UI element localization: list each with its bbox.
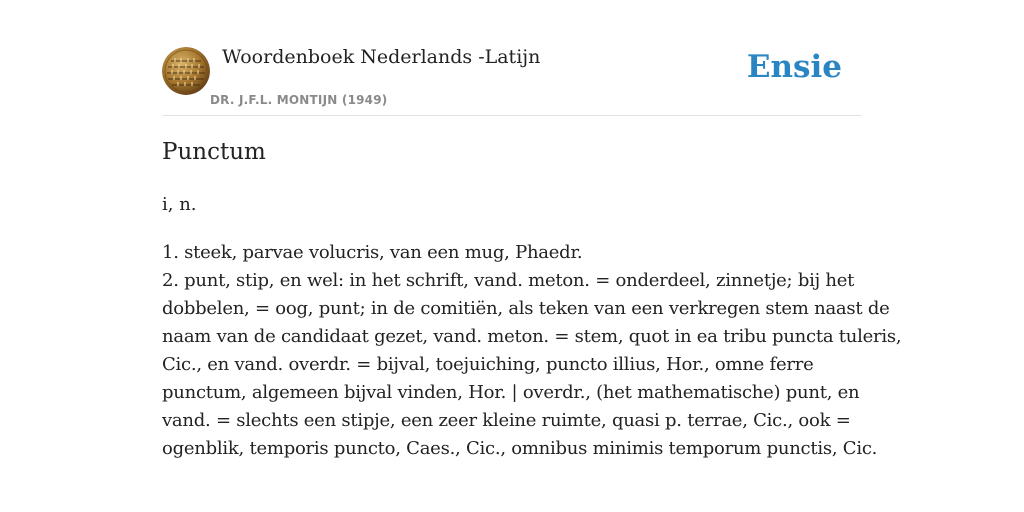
entry-definition [162, 239, 902, 463]
definition-line: Cic., en vand. overdr. = bijval, toejuiching, puncto illius, Hor., omne ferre [162, 354, 814, 375]
ensie-logo[interactable]: Ensie [746, 49, 842, 85]
entry-headword: Punctum [162, 139, 266, 165]
definition-line: 2. punt, stip, en wel: in het schrift, vand. meton. = onderdeel, zinnetje; bij het [162, 270, 855, 291]
definition-line: dobbelen, = oog, punt; in de comitiën, als teken van een verkregen stem naast de [162, 298, 890, 319]
definition-line: naam van de candidaat gezet, vand. meton. = stem, quot in ea tribu puncta tuleris, [162, 326, 902, 347]
bronze-seal-icon [162, 47, 210, 95]
dictionary-header [162, 45, 862, 116]
entry-grammar: i, n. [162, 194, 197, 215]
definition-line: 1. steek, parvae volucris, van een mug, Phaedr. [162, 242, 583, 263]
definition-line: vand. = slechts een stipje, een zeer kleine ruimte, quasi p. terrae, Cic., ook = [162, 410, 851, 431]
dictionary-title[interactable]: Woordenboek Nederlands -Latijn [222, 46, 541, 68]
dictionary-author: DR. J.F.L. MONTIJN (1949) [210, 93, 388, 107]
definition-line: ogenblik, temporis puncto, Caes., Cic., omnibus minimis temporum punctis, Cic. [162, 438, 878, 459]
definition-line: punctum, algemeen bijval vinden, Hor. | overdr., (het mathematische) punt, en [162, 382, 860, 403]
